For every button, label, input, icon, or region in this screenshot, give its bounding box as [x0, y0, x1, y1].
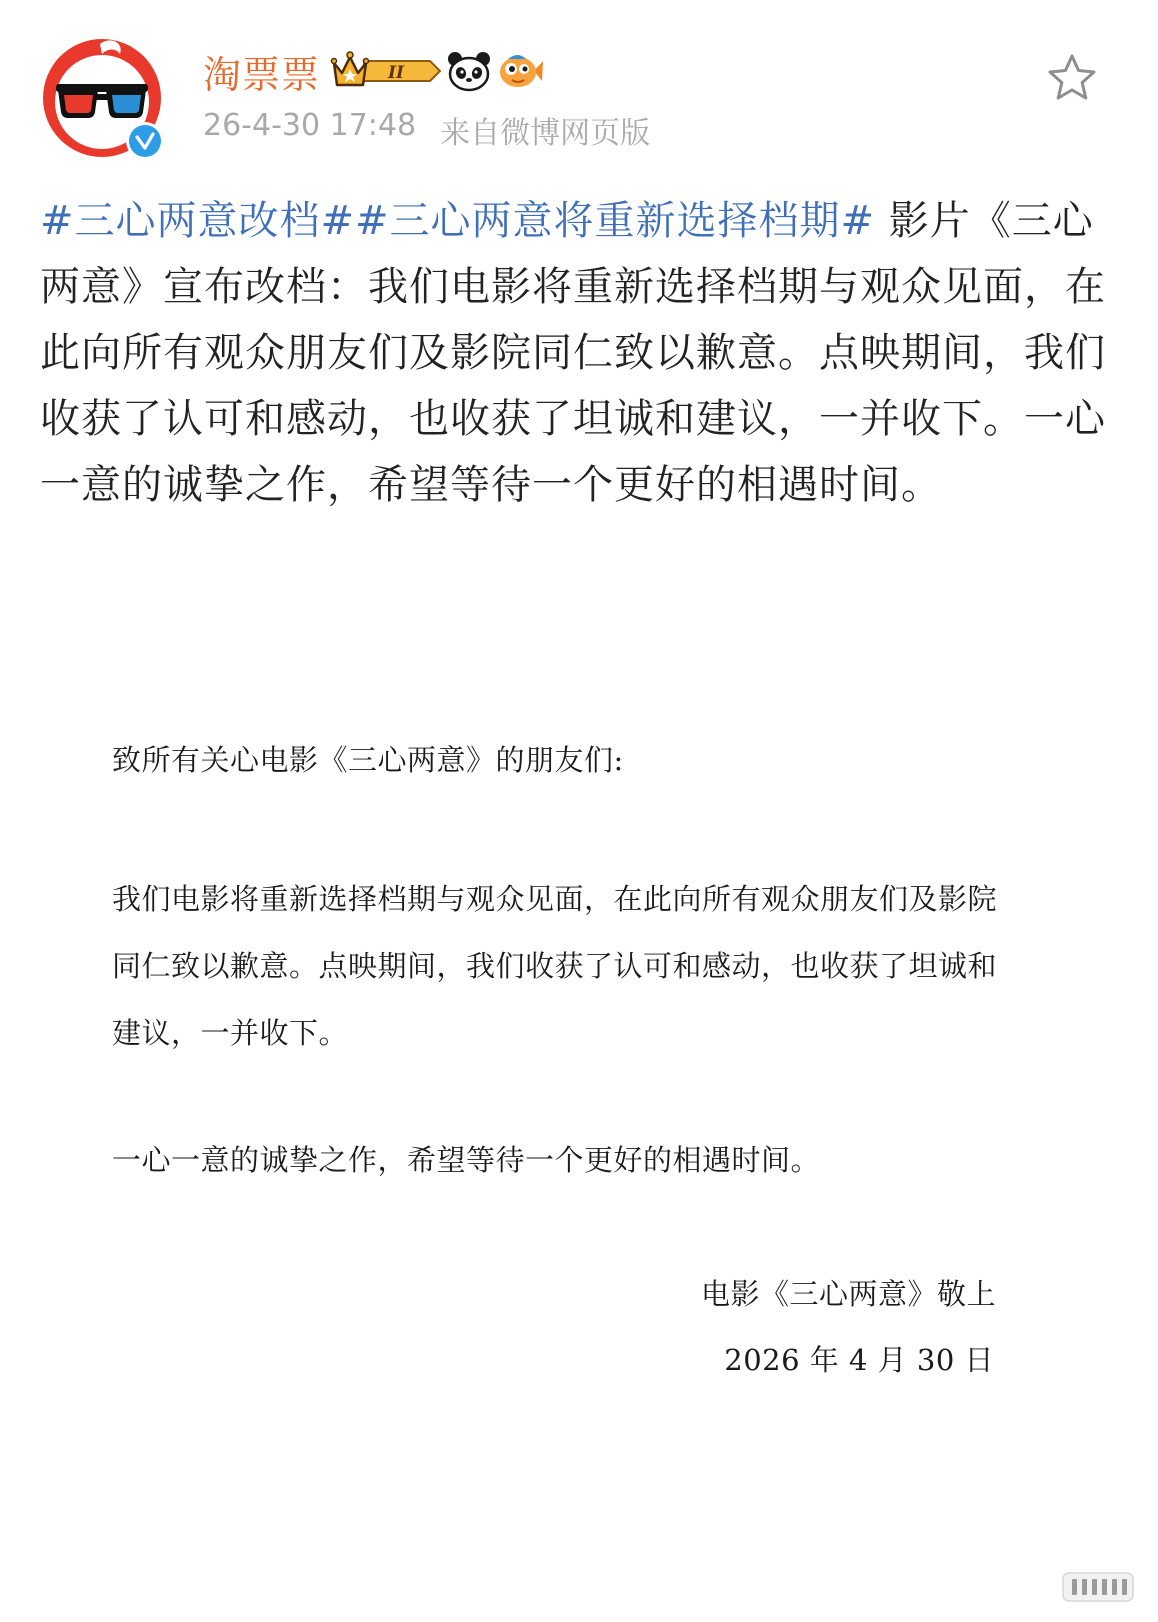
panda-badge-icon[interactable] — [446, 49, 492, 93]
post-image-letter[interactable] — [40, 608, 1106, 1558]
letter-date: 2026 年 4 月 30 日 — [724, 1343, 994, 1377]
post-text — [40, 188, 1120, 518]
fish-badge-icon[interactable] — [496, 49, 544, 93]
star-favorite-icon[interactable] — [1046, 52, 1098, 104]
verified-badge — [126, 122, 164, 160]
username[interactable]: 淘票票 — [203, 52, 321, 97]
post-header — [0, 0, 1158, 175]
post-timestamp[interactable]: 26-4-30 17:48 — [203, 108, 417, 143]
letter-signature: 电影《三心两意》敬上 — [700, 1277, 996, 1311]
crown-level-badge-icon[interactable] — [330, 49, 442, 93]
post-meta — [203, 108, 650, 152]
verified-icon — [129, 125, 161, 157]
user-badges — [330, 49, 548, 93]
topic-link-2[interactable]: #三心两意将重新选择档期# — [355, 198, 876, 244]
long-image-indicator-icon[interactable] — [1062, 1572, 1134, 1602]
level-text: II — [388, 63, 404, 83]
letter-greeting: 致所有关心电影《三心两意》的朋友们: — [112, 743, 624, 777]
username-row — [203, 46, 548, 96]
topic-link-1[interactable]: #三心两意改档# — [40, 198, 356, 244]
letter-paragraph-2: 一心一意的诚挚之作，希望等待一个更好的相遇时间。 — [112, 1143, 821, 1177]
letter-paragraph-1: 我们电影将重新选择档期与观众见面，在此向所有观众朋友们及影院同仁致以歉意。点映期间，我们收获了认可和感动，也收获了坦诚和建议，一并收下。 — [112, 882, 998, 1050]
post-body: 影片《三心两意》宣布改档：我们电影将重新选择档期与观众见面，在此向所有观众朋友们及影院同仁致以歉意。点映期间，我们收获了认可和感动，也收获了坦诚和建议，一并收下。一心一意的诚挚之作，希望等待一个更好的相遇时间。 — [40, 198, 1106, 508]
avatar-container — [40, 36, 164, 160]
post-source[interactable]: 来自微博网页版 — [440, 116, 651, 151]
